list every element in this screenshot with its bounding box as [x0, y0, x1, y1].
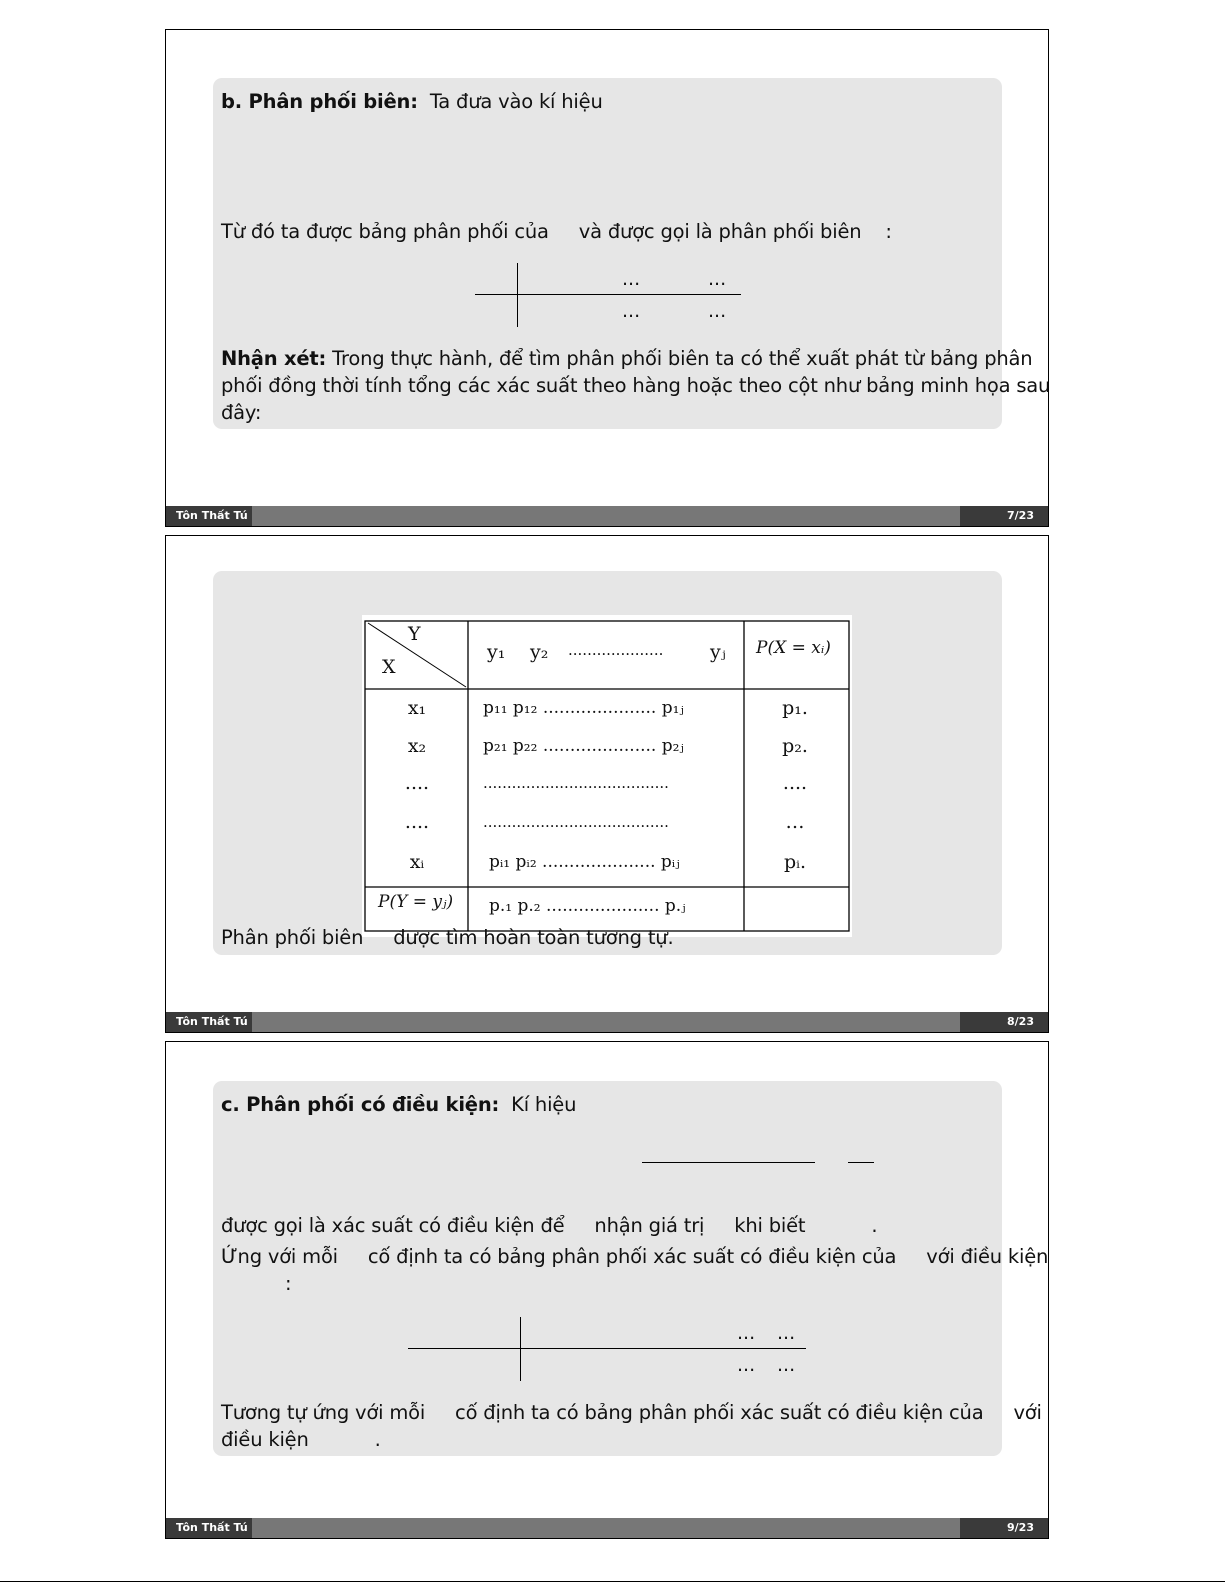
row-x: .... — [404, 811, 430, 833]
dots: ... — [777, 1322, 796, 1344]
conditional-table — [408, 1317, 806, 1381]
col-marginal: p.₁ p.₂ ..................... p.ⱼ — [489, 896, 686, 916]
content-block — [213, 571, 1002, 955]
text-line: được gọi là xác suất có điều kiện để nhận giá trị khi biết . — [221, 1214, 878, 1237]
row-p: ....................................... — [483, 813, 669, 831]
fraction-bar — [848, 1162, 874, 1163]
row-m: pᵢ. — [783, 851, 807, 873]
col-head: .................... — [568, 641, 664, 659]
col-head: yⱼ — [710, 641, 726, 663]
content-block — [213, 1081, 1049, 1456]
page-bottom-rule — [0, 1581, 1225, 1582]
text-line: Từ đó ta được bảng phân phối của và được gọi là phân phối biên : — [221, 220, 892, 243]
dots: ... — [622, 300, 641, 322]
header-y: Y — [408, 623, 421, 645]
slide-8 — [165, 535, 1049, 1033]
row-marginal-head: P(X = xᵢ) — [756, 638, 831, 658]
intro-line — [221, 88, 603, 115]
footer-bar — [166, 1518, 1048, 1538]
row-x: xᵢ — [409, 851, 425, 873]
col-head: y₁ — [487, 641, 506, 663]
table-vline — [517, 263, 518, 327]
table-hline — [475, 294, 741, 295]
dots: ... — [737, 1322, 756, 1344]
row-m: .... — [782, 772, 808, 794]
row-m: … — [785, 811, 805, 833]
content-block — [213, 78, 1051, 429]
col-head: y₂ — [530, 641, 549, 663]
page-number: 9/23 — [960, 1518, 1048, 1538]
intro-line — [221, 1091, 576, 1118]
joint-distribution-table — [362, 615, 852, 937]
row-x: x₁ — [407, 697, 427, 719]
remark-line-2: phối đồng thời tính tổng các xác suất theo hàng hoặc theo cột như bảng minh họa sau — [221, 374, 1051, 397]
text-line: Tương tự ứng với mỗi cố định ta có bảng phân phối xác suất có điều kiện của với — [221, 1401, 1042, 1424]
row-x: .... — [404, 772, 430, 794]
table-hline — [408, 1348, 806, 1349]
slide-9 — [165, 1041, 1049, 1539]
row-p: ....................................... — [483, 774, 669, 792]
footer-bar — [166, 506, 1048, 526]
author: Tôn Thất Tú — [166, 1518, 252, 1538]
slide-7 — [165, 29, 1049, 527]
header-x: X — [382, 656, 396, 678]
author: Tôn Thất Tú — [166, 506, 252, 526]
fraction-bar — [642, 1162, 815, 1163]
row-p: p₁₁ p₁₂ ..................... p₁ⱼ — [483, 698, 684, 718]
marginal-table — [475, 263, 741, 327]
dots: ... — [708, 300, 727, 322]
row-x: x₂ — [407, 735, 427, 757]
remark-line-3: đây: — [221, 401, 262, 424]
row-p: p₂₁ p₂₂ ..................... p₂ⱼ — [483, 736, 684, 756]
section-title: b. Phân phối biên: — [221, 90, 418, 113]
footer-bar — [166, 1012, 1048, 1032]
text-line: : — [285, 1272, 292, 1295]
author: Tôn Thất Tú — [166, 1012, 252, 1032]
page-number: 7/23 — [960, 506, 1048, 526]
intro-text: Kí hiệu — [511, 1093, 577, 1116]
col-marginal-head: P(Y = yⱼ) — [378, 892, 454, 912]
remark-label: Nhận xét: — [221, 347, 327, 370]
dots: ... — [622, 268, 641, 290]
intro-text: Ta đưa vào kí hiệu — [429, 90, 603, 113]
page-number: 8/23 — [960, 1012, 1048, 1032]
row-p: pᵢ₁ pᵢ₂ ..................... pᵢⱼ — [489, 852, 680, 872]
dots: ... — [777, 1354, 796, 1376]
text-line: Phân phối biên được tìm hoàn toàn tương tự. — [221, 926, 674, 949]
table-vline — [520, 1317, 521, 1381]
text-line: điều kiện . — [221, 1428, 381, 1451]
dots: ... — [737, 1354, 756, 1376]
remark-text: Trong thực hành, để tìm phân phối biên ta có thể xuất phát từ bảng phân — [332, 347, 1033, 370]
remark-line-1 — [221, 345, 1032, 372]
row-m: p₁. — [782, 697, 808, 719]
dots: ... — [708, 268, 727, 290]
text-line: Ứng với mỗi cố định ta có bảng phân phối xác suất có điều kiện của với điều kiện — [221, 1245, 1049, 1268]
row-m: p₂. — [782, 735, 808, 757]
section-title: c. Phân phối có điều kiện: — [221, 1093, 500, 1116]
